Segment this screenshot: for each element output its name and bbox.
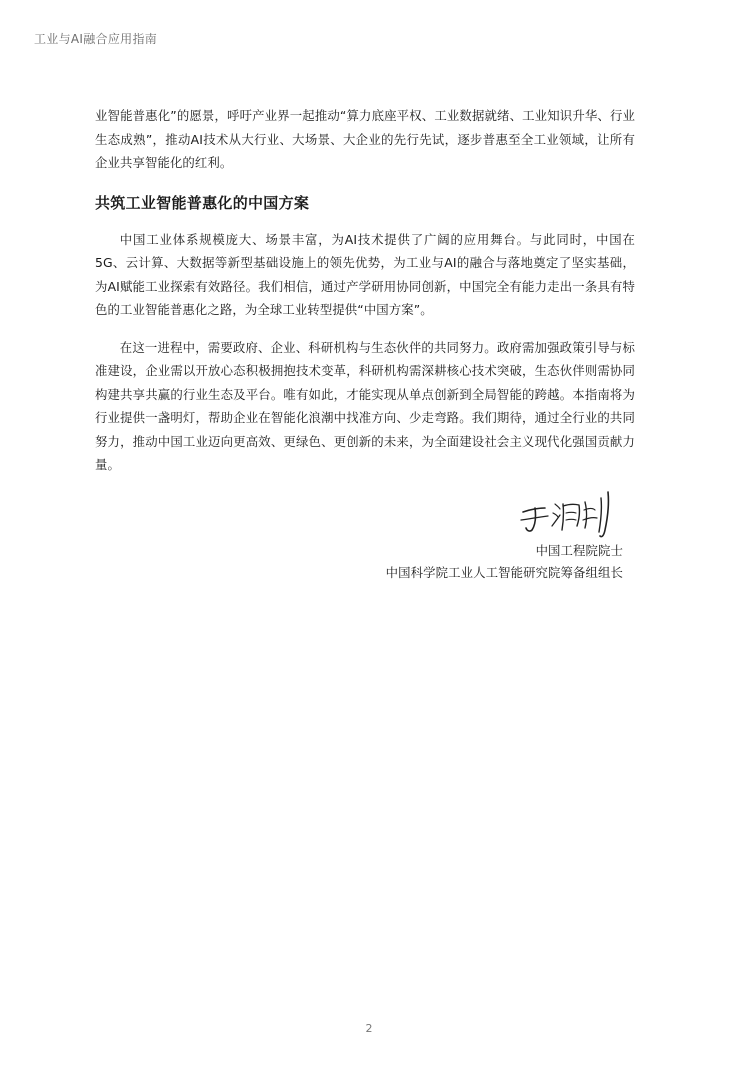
body-paragraph-1: 中国工业体系规模庞大、场景丰富，为AI技术提供了广阔的应用舞台。与此同时，中国在5G、云计算、大数据等新型基础设施上的领先优势，为工业与AI的融合与落地奠定了坚实基础，为AI赋能工业探索有效路径。我们相信，通过产学研用协同创新，中国完全有能力走出一条具有特色的工业智能普惠化之路，为全球工业转型提供“中国方案”。 — [95, 231, 635, 317]
handwritten-signature — [517, 480, 621, 540]
section-heading: 共筑工业智能普惠化的中国方案 — [95, 193, 310, 212]
body-paragraph-2: 在这一进程中，需要政府、企业、科研机构与生态伙伴的共同努力。政府需加强政策引导与标准建设，企业需以开放心态积极拥抱技术变革，科研机构需深耕核心技术突破，生态伙伴则需协同构建共享共赢的行业生态及平台。唯有如此，才能实现从单点创新到全局智能的跨越。本指南将为行业提供一盏明灯，帮助企业在智能化浪潮中找准方向、少走弯路。我们期待，通过全行业的共同努力，推动中国工业迈向更高效、更绿色、更创新的未来，为全面建设社会主义现代化强国贡献力量。 — [95, 339, 635, 472]
main-content — [95, 104, 635, 477]
signer-title-2: 中国科学院工业人工智能研究院筹备组组长 — [385, 565, 623, 580]
paragraph-gap — [95, 322, 635, 336]
running-header: 工业与AI融合应用指南 — [34, 32, 158, 46]
page-number: 2 — [365, 1022, 373, 1035]
signer-title-1: 中国工程院院士 — [535, 543, 623, 558]
intro-paragraph: 业智能普惠化”的愿景，呼吁产业界一起推动“算力底座平权、工业数据就绪、工业知识升华、行业生态成熟”，推动AI技术从大行业、大场景、大企业的先行先试，逐步普惠至全工业领域，让所有企业共享智能化的红利。 — [95, 108, 635, 170]
signature-block — [363, 480, 623, 584]
